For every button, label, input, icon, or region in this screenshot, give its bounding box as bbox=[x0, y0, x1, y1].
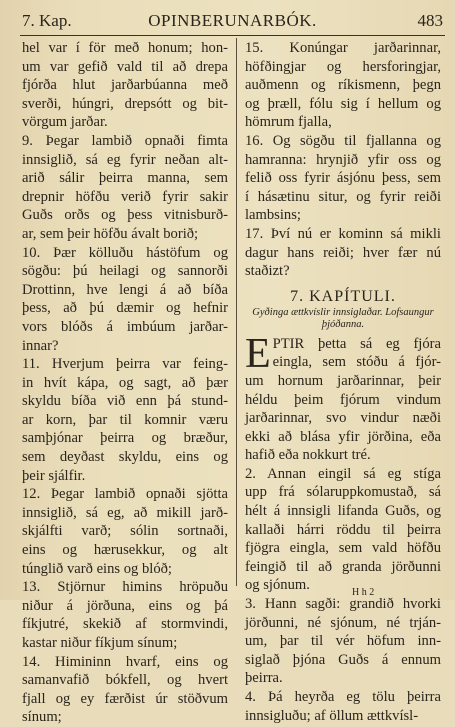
text-line: drepnir höfðu verið fyrir sakir bbox=[22, 188, 228, 205]
text-line: jarðarinnar, svo vindur næði bbox=[245, 410, 441, 427]
text-line: 13. Stjörnur himins hröpuðu bbox=[22, 579, 228, 596]
verse-paragraph bbox=[22, 244, 228, 356]
verse-paragraph bbox=[22, 39, 228, 132]
text-line: dagur hans reiði; hver fær nú bbox=[245, 244, 441, 261]
text-line: upp frá sólaruppkomustað, sá bbox=[245, 484, 441, 501]
verse-paragraph bbox=[245, 595, 441, 688]
text-line: PTIR þetta sá eg fjóra bbox=[272, 335, 441, 352]
running-header bbox=[22, 11, 443, 33]
header-rule bbox=[20, 35, 445, 36]
text-line: um, þar til vér höfum inn- bbox=[245, 633, 441, 650]
text-line: innsiglið, sá eg, að mikill jarð- bbox=[22, 504, 228, 521]
verse-paragraph bbox=[245, 39, 441, 132]
text-line: sögðu: þú heilagi og sannorði bbox=[22, 263, 228, 280]
chapter-verses bbox=[245, 465, 441, 725]
text-line: 16. Og sögðu til fjallanna og bbox=[245, 132, 441, 149]
text-line: samþjónar þeirra og bræður, bbox=[22, 430, 228, 447]
text-line: siglað þjóna Guðs á ennum bbox=[245, 651, 441, 668]
text-line: ekki að blása yfir jörðina, eða bbox=[245, 428, 441, 445]
verse-paragraph bbox=[245, 465, 441, 595]
text-line: 2. Annan eingil sá eg stíga bbox=[245, 465, 441, 482]
text-line: auðmenn og ríkismenn, þegn bbox=[245, 77, 441, 94]
verse-paragraph bbox=[22, 485, 228, 578]
text-line: fjögra eingla, sem vald höfðu bbox=[245, 540, 441, 557]
text-line: 14. Himininn hvarf, eins og bbox=[22, 653, 228, 670]
text-line: þess, að þú dæmir og hefnir bbox=[22, 300, 228, 317]
verse-paragraph bbox=[245, 225, 441, 281]
text-line: þeirra. bbox=[245, 670, 283, 687]
right-column bbox=[245, 39, 441, 725]
column-divider bbox=[236, 38, 237, 586]
text-line: hömrum fjalla, bbox=[245, 114, 332, 131]
text-line: 9. Þegar lambið opnaði fimta bbox=[22, 132, 228, 149]
text-line: niður á jörðuna, eins og þá bbox=[22, 597, 228, 614]
text-line: 3. Hann sagði: grandið hvorki bbox=[245, 596, 441, 613]
text-line: kastar niður fíkjum sínum; bbox=[22, 635, 178, 651]
text-line: höfðingjar og hersforingjar, bbox=[245, 58, 441, 75]
text-line: eingla, sem stóðu á fjór- bbox=[272, 354, 441, 371]
text-line: innsigluðu; af öllum ættkvísl- bbox=[245, 707, 419, 724]
text-line: um hornum jarðarinnar, þeir bbox=[245, 372, 441, 389]
left-column bbox=[22, 39, 228, 727]
text-line: jörðunni, né sjónum, né trján- bbox=[245, 614, 441, 631]
verse-paragraph bbox=[22, 355, 228, 485]
text-line: héldu þeim fjórum vindum bbox=[245, 391, 441, 408]
text-line: in hvít kápa, og sagt, að þær bbox=[22, 374, 228, 391]
text-line: hafið eða nokkurt tré. bbox=[245, 447, 371, 464]
text-line: staðizt? bbox=[245, 263, 290, 280]
text-line: 15. Konúngar jarðarinnar, bbox=[245, 40, 441, 56]
text-line: sínum; bbox=[22, 709, 62, 726]
text-line: sverði, húngri, drepsótt og bit- bbox=[22, 95, 228, 112]
text-line: túnglið varð eins og blóð; bbox=[22, 560, 172, 577]
text-line: og sjónum. bbox=[245, 577, 310, 594]
chapter-title: 7. KAPÍTULI. bbox=[290, 287, 396, 305]
text-line: hamranna: hrynjið yfir oss og bbox=[245, 151, 441, 168]
verse-paragraph bbox=[245, 688, 441, 725]
text-line: ar korn, þar til komnir væru bbox=[22, 411, 228, 428]
text-line: ar, sem þeir höfðu ávalt borið; bbox=[22, 225, 199, 242]
text-line: eins og hærusekkur, og alt bbox=[22, 542, 228, 559]
text-line: Guðs orðs og þess vitnisburð- bbox=[22, 207, 228, 224]
text-line: lambsins; bbox=[245, 207, 301, 224]
text-line: 4. Þá heyrða eg tölu þeirra bbox=[245, 689, 441, 705]
first-verse-text bbox=[245, 330, 441, 465]
verse-paragraph bbox=[22, 132, 228, 244]
verse-paragraph bbox=[245, 330, 441, 465]
verse-paragraph bbox=[22, 653, 228, 727]
text-line: arið sálir þeirra manna, sem bbox=[22, 170, 228, 187]
text-line: innar? bbox=[22, 337, 59, 354]
drop-cap: E bbox=[245, 330, 271, 377]
text-line: felið oss fyrir ásjónu þess, sem bbox=[245, 170, 441, 187]
printer-signature: H h 2 bbox=[352, 587, 375, 598]
text-line: sem deyðast skyldu, eins og bbox=[22, 449, 228, 466]
text-line: fíkjutré, skekið af stormvindi, bbox=[22, 616, 228, 633]
text-line: kallaði hárri röddu til þeirra bbox=[245, 521, 441, 538]
text-line: skyldu bíða við enn þá stund- bbox=[22, 393, 228, 410]
text-line: hélt á innsigli lifanda Guðs, og bbox=[245, 503, 441, 520]
text-line: og þræll, fólu sig í hellum og bbox=[245, 95, 441, 112]
text-line: hel var í för með honum; hon- bbox=[22, 40, 228, 56]
text-line: 11. Hverjum þeirra var feing- bbox=[22, 356, 228, 373]
page-number: 483 bbox=[417, 11, 443, 30]
header-chapter: 7. Kap. bbox=[22, 11, 72, 30]
text-line: 10. Þær kölluðu hástöfum og bbox=[22, 244, 228, 261]
verse-paragraph bbox=[245, 132, 441, 225]
text-line: vörgum jarðar. bbox=[22, 114, 108, 131]
text-line: samanvafið bókfell, og hvert bbox=[22, 672, 228, 689]
chapter-summary-line-2: þjóðanna. bbox=[321, 318, 365, 330]
text-line: innsiglið, sá eg fyrir neðan alt- bbox=[22, 151, 228, 168]
text-line: 17. Því nú er kominn sá mikli bbox=[245, 225, 441, 242]
text-line: um var gefið vald til að drepa bbox=[22, 58, 228, 75]
text-line: í hásætinu situr, og fyrir reiði bbox=[245, 188, 441, 205]
text-line: feingið til að granda jörðunni bbox=[245, 558, 441, 575]
text-line: fjall og ey færðist úr stöðvum bbox=[22, 690, 228, 707]
header-title: OPINBERUNARBÓK. bbox=[148, 11, 317, 30]
text-line: skjálfti varð; sólin sortnaði, bbox=[22, 523, 228, 540]
text-line: vors blóðs á imbúum jarðar- bbox=[22, 318, 228, 335]
chapter-summary-line-1: Gyðinga ættkvíslir innsiglaðar. Lofsaungur bbox=[252, 306, 434, 318]
chapter-summary bbox=[245, 307, 441, 331]
text-line: þeir sjálfir. bbox=[22, 467, 86, 484]
text-line: 12. Þegar lambið opnaði sjötta bbox=[22, 486, 228, 503]
text-line: Drottinn, hve lengi á að bíða bbox=[22, 281, 228, 298]
verse-paragraph bbox=[22, 578, 228, 652]
text-line: fjórða hlut jarðarbúanna með bbox=[22, 77, 228, 94]
right-column-verses bbox=[245, 39, 441, 281]
